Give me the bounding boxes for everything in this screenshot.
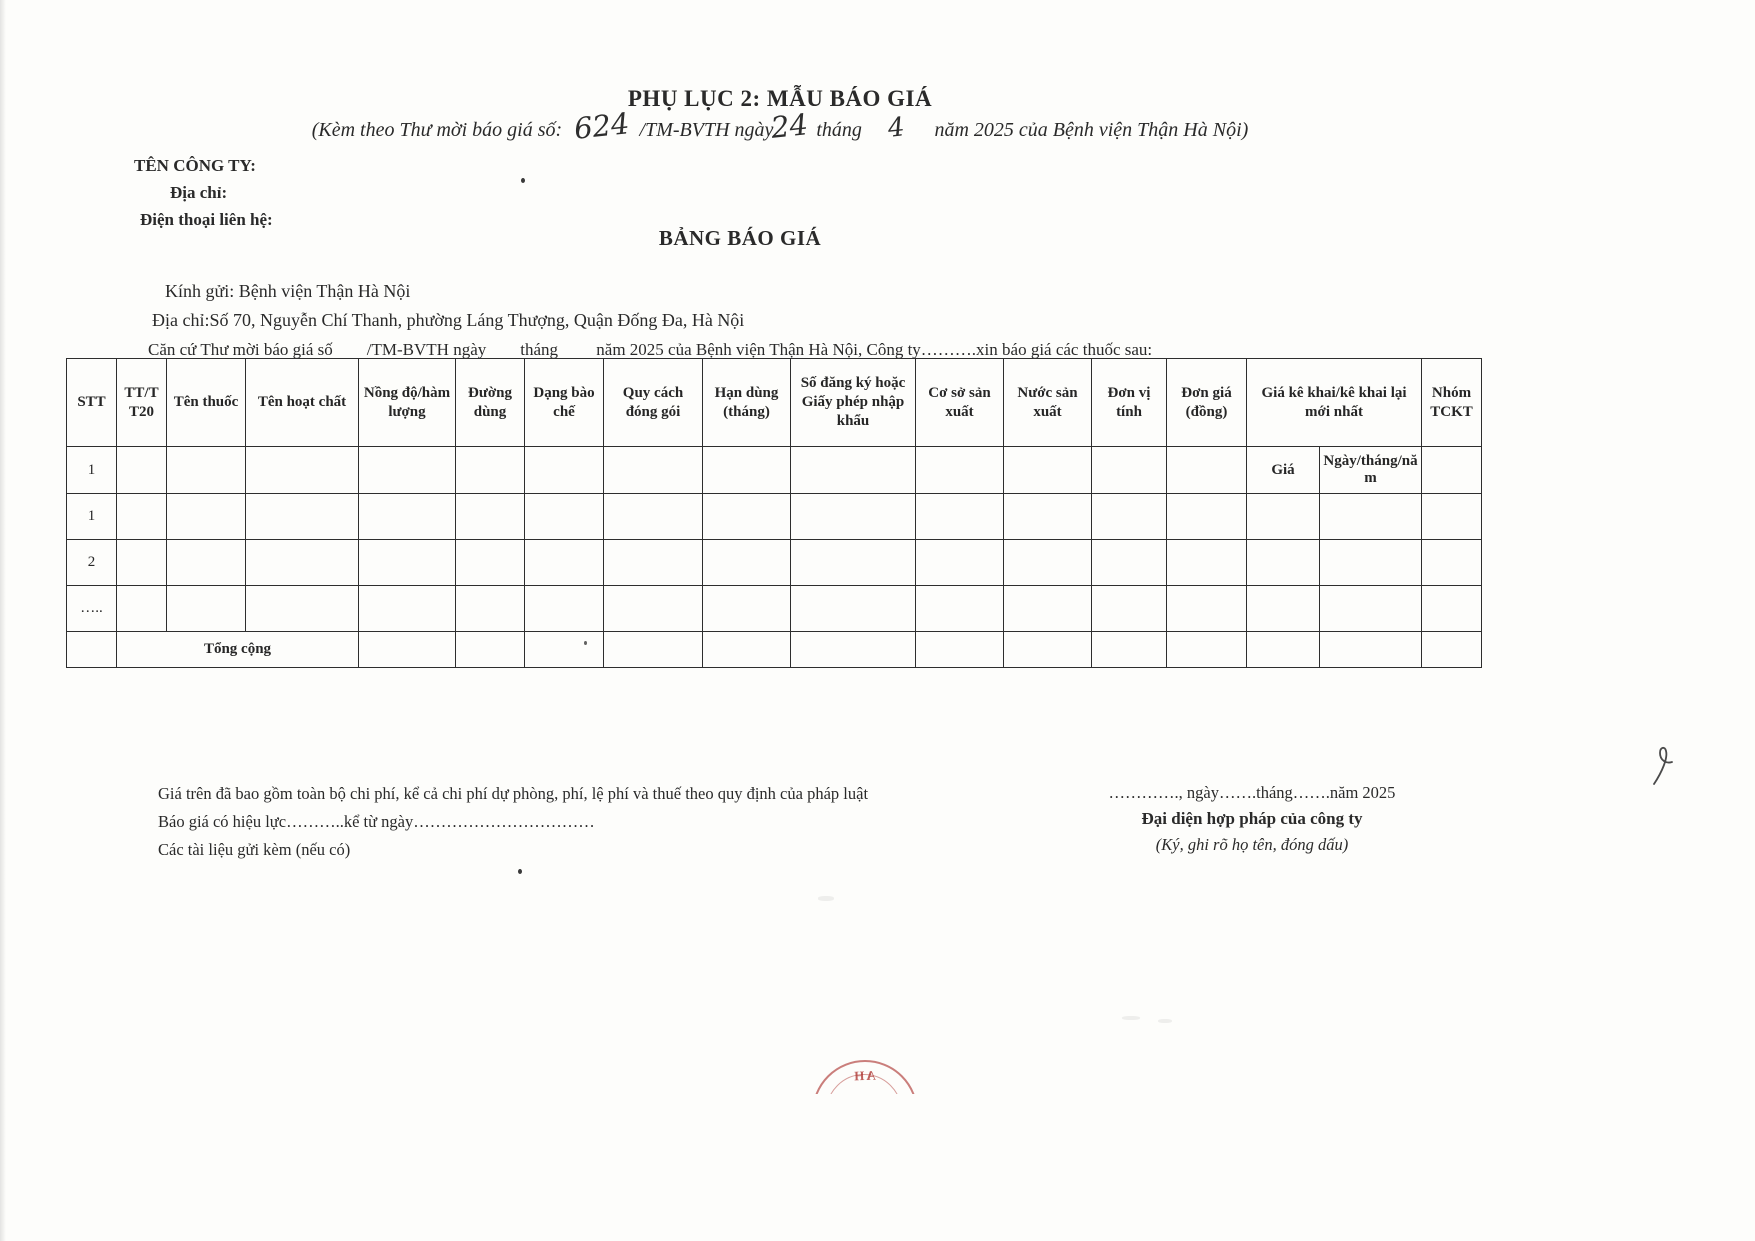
empty-cell xyxy=(1422,494,1482,540)
footer-note-attachments: Các tài liệu gửi kèm (nếu có) xyxy=(158,840,351,859)
empty-cell xyxy=(359,540,456,586)
table-header-row xyxy=(67,359,1482,447)
empty-cell xyxy=(604,447,703,494)
empty-cell xyxy=(359,447,456,494)
total-row xyxy=(67,632,1482,668)
table-row xyxy=(67,586,1482,632)
subtitle-middle: /TM-BVTH ngày xyxy=(639,119,774,141)
empty-cell xyxy=(1320,494,1422,540)
scan-smudge xyxy=(1158,1019,1172,1023)
table-row xyxy=(67,540,1482,586)
col-header-so-dang-ky: Số đăng ký hoặc Giấy phép nhập khẩu xyxy=(791,359,916,447)
table-row xyxy=(67,447,1482,494)
empty-cell xyxy=(167,586,246,632)
empty-cell xyxy=(67,632,117,668)
empty-cell xyxy=(1004,632,1092,668)
doc-number-handwritten: 624 xyxy=(572,106,632,146)
empty-cell xyxy=(167,447,246,494)
col-header-nong-do: Nồng độ/hàm lượng xyxy=(359,359,456,447)
col-header-don-gia: Đơn giá (đồng) xyxy=(1167,359,1247,447)
empty-cell xyxy=(604,632,703,668)
table-row xyxy=(67,494,1482,540)
col-header-co-so-sx: Cơ sở sản xuất xyxy=(916,359,1004,447)
row-index-cell: 2 xyxy=(67,540,117,586)
row-index-cell: 1 xyxy=(67,447,117,494)
col-header-duong-dung: Đường dùng xyxy=(456,359,525,447)
empty-cell xyxy=(1167,447,1247,494)
empty-cell xyxy=(359,586,456,632)
empty-cell xyxy=(456,447,525,494)
empty-cell xyxy=(703,586,791,632)
subtitle-suffix: năm 2025 của Bệnh viện Thận Hà Nội) xyxy=(934,119,1249,141)
empty-cell xyxy=(1004,447,1092,494)
stamp-letters: AH xyxy=(851,1067,876,1084)
col-header-dang-bao-che: Dạng bào chế xyxy=(525,359,604,447)
empty-cell xyxy=(791,540,916,586)
col-header-nuoc-sx: Nước sản xuất xyxy=(1004,359,1092,447)
col-header-ten-thuoc: Tên thuốc xyxy=(167,359,246,447)
empty-cell xyxy=(703,632,791,668)
form-subtitle xyxy=(0,106,1560,146)
empty-cell xyxy=(456,494,525,540)
empty-cell xyxy=(1422,586,1482,632)
month-handwritten: 4 xyxy=(886,112,906,144)
empty-cell xyxy=(525,494,604,540)
empty-cell xyxy=(916,447,1004,494)
empty-cell xyxy=(456,632,525,668)
page-title: PHỤ LỤC 2: MẪU BÁO GIÁ xyxy=(627,86,933,111)
empty-cell xyxy=(1167,632,1247,668)
signature-mark-icon xyxy=(1648,744,1678,788)
empty-cell xyxy=(1167,586,1247,632)
empty-cell xyxy=(359,494,456,540)
recipient-address-line: Địa chỉ:Số 70, Nguyễn Chí Thanh, phường Láng Thượng, Quận Đống Đa, Hà Nội xyxy=(152,310,745,330)
empty-cell xyxy=(117,447,167,494)
total-label: Tổng cộng xyxy=(117,632,359,668)
company-name-label: TÊN CÔNG TY: xyxy=(134,156,256,175)
empty-cell xyxy=(117,586,167,632)
empty-cell xyxy=(1247,586,1320,632)
empty-cell xyxy=(1092,447,1167,494)
empty-cell xyxy=(916,586,1004,632)
quotation-table xyxy=(66,358,1482,668)
sign-instruction-line: (Ký, ghi rõ họ tên, đóng dấu) xyxy=(1155,835,1349,854)
footer-note-validity: Báo giá có hiệu lực………..kể từ ngày…………………………… xyxy=(158,812,595,831)
empty-cell xyxy=(604,540,703,586)
empty-cell xyxy=(1422,632,1482,668)
footer-note-costs: Giá trên đã bao gồm toàn bộ chi phí, kể cả chi phí dự phòng, phí, lệ phí và thuế theo quy định của pháp luật xyxy=(158,784,869,803)
subtitle-thang: tháng xyxy=(816,119,862,141)
empty-cell xyxy=(703,540,791,586)
scan-speck xyxy=(518,869,522,874)
empty-cell xyxy=(1092,586,1167,632)
empty-cell xyxy=(1167,540,1247,586)
empty-cell xyxy=(791,586,916,632)
empty-cell xyxy=(604,586,703,632)
recipient-line: Kính gửi: Bệnh viện Thận Hà Nội xyxy=(165,281,411,301)
empty-cell xyxy=(1092,494,1167,540)
footer-notes xyxy=(158,780,868,864)
empty-cell xyxy=(525,447,604,494)
signature-date-line: …………., ngày…….tháng…….năm 2025 xyxy=(1108,783,1396,802)
empty-cell xyxy=(359,632,456,668)
empty-cell xyxy=(791,632,916,668)
empty-cell xyxy=(246,540,359,586)
empty-cell xyxy=(1422,540,1482,586)
red-stamp-fragment xyxy=(810,1054,918,1094)
empty-cell xyxy=(1004,586,1092,632)
col-header-quy-cach: Quy cách đóng gói xyxy=(604,359,703,447)
empty-cell xyxy=(1320,540,1422,586)
empty-cell xyxy=(1320,632,1422,668)
empty-cell xyxy=(1247,632,1320,668)
empty-cell xyxy=(604,494,703,540)
row-index-cell: ….. xyxy=(67,586,117,632)
scan-speck xyxy=(521,178,525,183)
empty-cell xyxy=(456,586,525,632)
subtitle-prefix: (Kèm theo Thư mời báo giá số: xyxy=(311,119,563,141)
price-subheader-gia: Giá xyxy=(1247,447,1320,494)
empty-cell xyxy=(1004,540,1092,586)
representative-line: Đại diện hợp pháp của công ty xyxy=(1141,809,1363,828)
empty-cell xyxy=(246,447,359,494)
scan-speck xyxy=(584,641,587,645)
empty-cell xyxy=(1092,632,1167,668)
empty-cell xyxy=(525,632,604,668)
col-header-nhom-tckt: Nhóm TCKT xyxy=(1422,359,1482,447)
col-header-han-dung: Hạn dùng (tháng) xyxy=(703,359,791,447)
empty-cell xyxy=(916,540,1004,586)
empty-cell xyxy=(456,540,525,586)
empty-cell xyxy=(916,494,1004,540)
empty-cell xyxy=(1167,494,1247,540)
empty-cell xyxy=(246,494,359,540)
scan-edge-shadow xyxy=(0,0,6,1241)
col-header-stt: STT xyxy=(67,359,117,447)
empty-cell xyxy=(1422,447,1482,494)
empty-cell xyxy=(703,447,791,494)
empty-cell xyxy=(1004,494,1092,540)
empty-cell xyxy=(167,494,246,540)
empty-cell xyxy=(916,632,1004,668)
empty-cell xyxy=(525,540,604,586)
empty-cell xyxy=(525,586,604,632)
col-header-don-vi-tinh: Đơn vị tính xyxy=(1092,359,1167,447)
basis-line: Căn cứ Thư mời báo giá số /TM-BVTH ngày tháng năm 2025 của Bệnh viện Thận Hà Nội, Công ty……….xin báo giá các thuốc sau: xyxy=(148,340,1153,359)
scan-smudge xyxy=(1122,1016,1140,1020)
company-phone-label: Điện thoại liên hệ: xyxy=(140,210,273,229)
empty-cell xyxy=(791,494,916,540)
empty-cell xyxy=(703,494,791,540)
price-subheader-date: Ngày/tháng/năm xyxy=(1320,447,1422,494)
empty-cell xyxy=(1320,586,1422,632)
quote-table-title: BẢNG BÁO GIÁ xyxy=(658,226,822,250)
empty-cell xyxy=(1247,494,1320,540)
empty-cell xyxy=(167,540,246,586)
col-header-tt20: TT/TT20 xyxy=(117,359,167,447)
empty-cell xyxy=(1247,540,1320,586)
scan-smudge xyxy=(818,896,834,901)
col-header-hoat-chat: Tên hoạt chất xyxy=(246,359,359,447)
day-handwritten: 24 xyxy=(769,107,811,145)
col-header-gia-ke-khai: Giá kê khai/kê khai lại mới nhất xyxy=(1247,359,1422,447)
empty-cell xyxy=(117,494,167,540)
empty-cell xyxy=(117,540,167,586)
empty-cell xyxy=(791,447,916,494)
signature-block xyxy=(1062,780,1442,858)
empty-cell xyxy=(246,586,359,632)
empty-cell xyxy=(1092,540,1167,586)
company-address-label: Địa chỉ: xyxy=(170,183,228,202)
row-index-cell: 1 xyxy=(67,494,117,540)
